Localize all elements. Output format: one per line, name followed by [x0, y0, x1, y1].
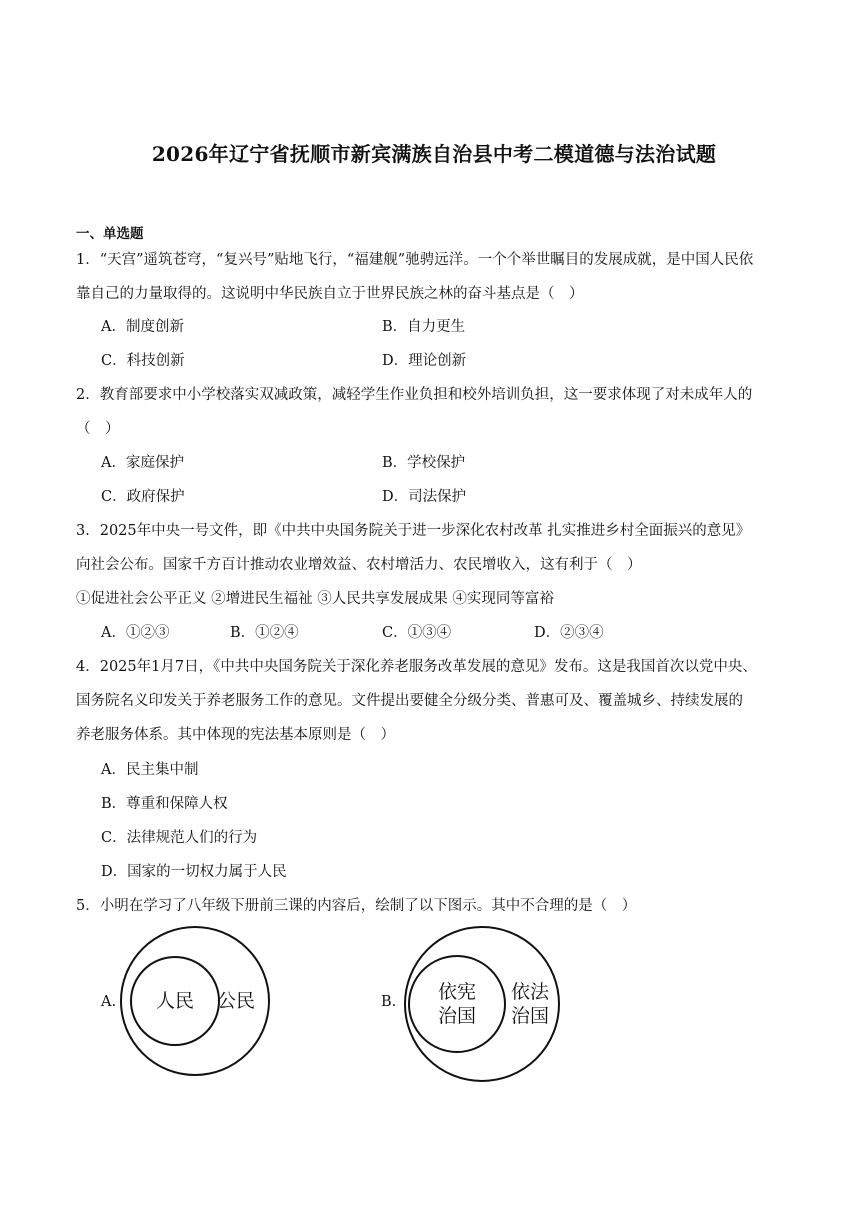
q4-line-3: 养老服务体系。其中体现的宪法基本原则是（ ）: [76, 727, 395, 743]
q5-line-1: 5．小明在学习了八年级下册前三课的内容后，绘制了以下图示。其中不合理的是（ ）: [76, 898, 637, 914]
q4-option-c[interactable]: C．法律规范人们的行为: [101, 830, 258, 846]
diagram-a-label[interactable]: A.: [101, 994, 117, 1010]
q1-line-1: 1．“天宫”遥筑苍穹，“复兴号”贴地飞行，“福建舰”驰骋远洋。一个个举世瞩目的发展成就，是中国人民依: [76, 252, 754, 268]
q1-option-c[interactable]: C．科技创新: [101, 353, 185, 369]
q4-option-a[interactable]: A．民主集中制: [101, 762, 199, 778]
section-heading: 一、单选题: [76, 226, 144, 242]
q3-line-1: 3．2025年中央一号文件，即《中共中央国务院关于进一步深化农村改革 扎实推进乡村全面振兴的意见》: [76, 523, 751, 539]
q1-option-d[interactable]: D．理论创新: [382, 353, 467, 369]
q3-line-3: ①促进社会公平正义 ②增进民生福祉 ③人民共享发展成果 ④实现同等富裕: [76, 591, 554, 607]
q1-line-2: 靠自己的力量取得的。这说明中华民族自立于世界民族之林的奋斗基点是（ ）: [76, 286, 584, 302]
diagram-b[interactable]: [404, 926, 560, 1082]
diagram-a-inner-label: 人民: [155, 990, 194, 1012]
q1-option-b[interactable]: B．自力更生: [382, 319, 466, 335]
diagram-b-inner-label: 依宪 治国: [437, 981, 476, 1027]
q4-option-d[interactable]: D．国家的一切权力属于人民: [101, 864, 287, 880]
diagram-a-outer-label: 公民: [216, 990, 255, 1012]
diagram-b-outer-label: 依法 治国: [510, 981, 549, 1027]
q3-option-c[interactable]: C．①③④: [382, 625, 452, 641]
q2-option-b[interactable]: B．学校保护: [382, 455, 466, 471]
q3-line-2: 向社会公布。国家千方百计推动农业增效益、农村增活力、农民增收入，这有利于（ ）: [76, 557, 642, 573]
q3-option-b[interactable]: B．①②④: [230, 625, 299, 641]
q4-option-b[interactable]: B．尊重和保障人权: [101, 796, 228, 812]
q2-option-d[interactable]: D．司法保护: [382, 489, 467, 505]
q1-option-a[interactable]: A．制度创新: [101, 319, 184, 335]
q2-option-c[interactable]: C．政府保护: [101, 489, 185, 505]
q3-option-d[interactable]: D．②③④: [534, 625, 604, 641]
page-title: 2026年辽宁省抚顺市新宾满族自治县中考二模道德与法治试题: [151, 142, 717, 166]
diagram-a[interactable]: [120, 926, 270, 1076]
q2-line-1: 2．教育部要求中小学校落实双减政策，减轻学生作业负担和校外培训负担，这一要求体现了对未成年人的: [76, 387, 753, 403]
q4-line-1: 4．2025年1月7日，《中共中央国务院关于深化养老服务改革发展的意见》发布。这是我国首次以党中央、: [76, 659, 757, 675]
diagram-b-label[interactable]: B.: [381, 994, 397, 1010]
q3-option-a[interactable]: A．①②③: [101, 625, 170, 641]
q2-line-2: （ ）: [76, 421, 120, 437]
q2-option-a[interactable]: A．家庭保护: [101, 455, 184, 471]
q4-line-2: 国务院名义印发关于养老服务工作的意见。文件提出要健全分级分类、普惠可及、覆盖城乡、持续发展的: [76, 693, 743, 709]
